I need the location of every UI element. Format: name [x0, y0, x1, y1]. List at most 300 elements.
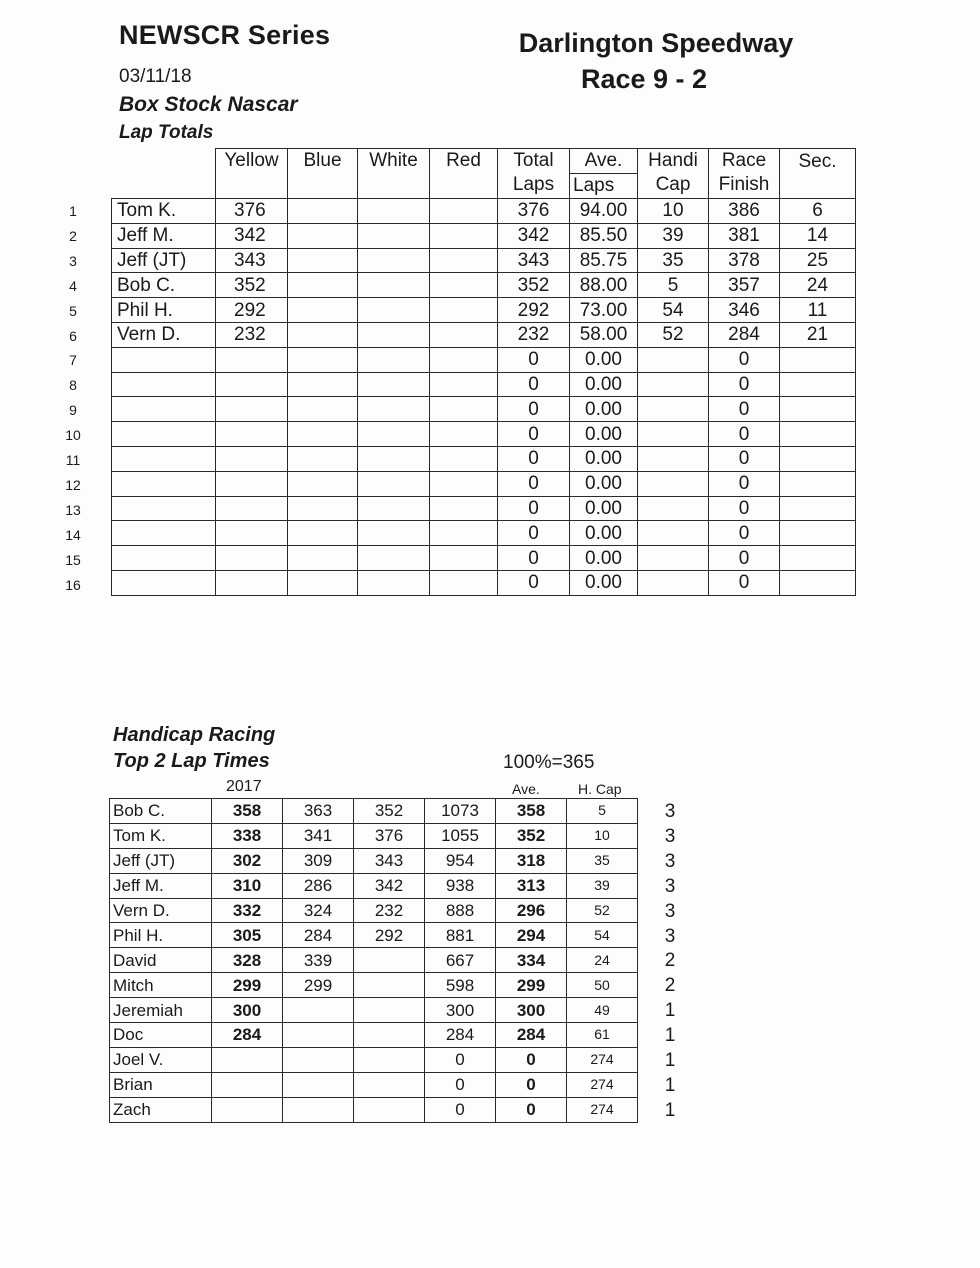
cell-name: Jeff M.: [112, 223, 216, 248]
row-number: 13: [65, 501, 81, 518]
cell-name: [112, 546, 216, 571]
hc-cell-name: Brian: [110, 1072, 212, 1097]
cell-white: [358, 199, 430, 224]
hc-cell-lap2: 343: [354, 848, 425, 873]
lap-row: [112, 521, 856, 546]
hc-cell-ave: 0: [496, 1072, 567, 1097]
cell-name: [112, 372, 216, 397]
header-blank: [112, 149, 216, 199]
col-header-line1: Sec.: [798, 151, 837, 172]
lap-totals-header: [112, 149, 856, 199]
hc-cell-name: Jeff M.: [110, 873, 212, 898]
cell-total: 0: [498, 372, 570, 397]
cell-name: [112, 570, 216, 595]
hc-cell-total: 881: [425, 923, 496, 948]
cell-finish: 0: [709, 347, 780, 372]
col-header-line2: Cap: [655, 174, 691, 195]
hc-cell-name: Doc: [110, 1023, 212, 1048]
hc-cell-lap1: 341: [283, 823, 354, 848]
cell-blue: [288, 223, 358, 248]
cell-sec: [780, 496, 856, 521]
cell-yellow: [216, 422, 288, 447]
cell-total: 0: [498, 570, 570, 595]
cell-ave: 85.75: [570, 248, 638, 273]
hc-cell-lap1: 339: [283, 948, 354, 973]
cell-blue: [288, 521, 358, 546]
hc-cell-hcap: 24: [567, 948, 638, 973]
col-header-7: [709, 149, 780, 199]
cell-ave: 88.00: [570, 273, 638, 298]
row-number: 10: [65, 427, 81, 444]
hc-cell-hcap: 274: [567, 1072, 638, 1097]
cell-name: Phil H.: [112, 298, 216, 323]
hc-cell-lap2: [354, 998, 425, 1023]
hc-cell-hcap: 35: [567, 848, 638, 873]
handicap-row: [110, 1072, 638, 1097]
cell-red: [430, 446, 498, 471]
col-header-line2: Laps: [570, 173, 637, 198]
col-header-6: [638, 149, 709, 199]
hc-cell-y2017: 299: [212, 973, 283, 998]
cell-finish: 0: [709, 397, 780, 422]
hc-cell-total: 598: [425, 973, 496, 998]
hc-cell-lap1: [283, 1047, 354, 1072]
col-header-line1: White: [369, 150, 418, 171]
cell-red: [430, 248, 498, 273]
cell-total: 292: [498, 298, 570, 323]
handicap-row: [110, 998, 638, 1023]
handicap-row: [110, 973, 638, 998]
hc-cell-total: 300: [425, 998, 496, 1023]
handicap-row: [110, 923, 638, 948]
cell-finish: 0: [709, 496, 780, 521]
cell-handicap: 35: [638, 248, 709, 273]
cell-sec: [780, 446, 856, 471]
hc-cell-ave: 313: [496, 873, 567, 898]
cell-white: [358, 322, 430, 347]
lap-row: [112, 397, 856, 422]
cell-ave: 0.00: [570, 496, 638, 521]
lap-row: [112, 570, 856, 595]
hc-cell-lap2: [354, 1023, 425, 1048]
entry-count: 3: [664, 925, 676, 947]
cell-finish: 0: [709, 570, 780, 595]
row-number: 11: [65, 452, 81, 468]
cell-white: [358, 347, 430, 372]
hc-cell-total: 284: [425, 1023, 496, 1048]
row-number: 7: [69, 352, 77, 369]
cell-ave: 0.00: [570, 521, 638, 546]
cell-white: [358, 422, 430, 447]
hc-cell-name: David: [110, 948, 212, 973]
hc-cell-hcap: 54: [567, 923, 638, 948]
cell-handicap: [638, 347, 709, 372]
hc-cell-y2017: 300: [212, 998, 283, 1023]
hc-cell-ave: 352: [496, 823, 567, 848]
entry-count: 3: [664, 900, 676, 922]
cell-handicap: [638, 471, 709, 496]
cell-ave: 0.00: [570, 347, 638, 372]
cell-ave: 58.00: [570, 322, 638, 347]
cell-yellow: 232: [216, 322, 288, 347]
cell-name: [112, 496, 216, 521]
col-header-line1: Total: [513, 150, 554, 171]
handicap-table: [109, 798, 638, 1123]
cell-white: [358, 521, 430, 546]
row-number: 2: [69, 227, 77, 244]
handicap-title: Handicap Racing: [113, 724, 276, 746]
cell-red: [430, 521, 498, 546]
cell-finish: 0: [709, 446, 780, 471]
cell-handicap: 10: [638, 199, 709, 224]
cell-blue: [288, 446, 358, 471]
cell-name: [112, 471, 216, 496]
hc-cell-name: Zach: [110, 1097, 212, 1122]
lap-row: [112, 248, 856, 273]
cell-red: [430, 471, 498, 496]
lap-row: [112, 223, 856, 248]
ave-header: Ave.: [512, 781, 540, 797]
col-header-line1: Race: [721, 150, 767, 171]
cell-yellow: 342: [216, 223, 288, 248]
hc-cell-hcap: 49: [567, 998, 638, 1023]
cell-finish: 0: [709, 471, 780, 496]
cell-red: [430, 546, 498, 571]
hc-cell-ave: 294: [496, 923, 567, 948]
cell-ave: 0.00: [570, 397, 638, 422]
hc-cell-lap1: 286: [283, 873, 354, 898]
hc-cell-y2017: 284: [212, 1023, 283, 1048]
hc-cell-hcap: 52: [567, 898, 638, 923]
cell-name: [112, 446, 216, 471]
cell-blue: [288, 422, 358, 447]
hc-cell-ave: 334: [496, 948, 567, 973]
cell-blue: [288, 298, 358, 323]
cell-total: 0: [498, 422, 570, 447]
row-number: 4: [69, 277, 77, 294]
handicap-subtitle: Top 2 Lap Times: [113, 750, 270, 772]
cell-blue: [288, 248, 358, 273]
entry-count: 1: [664, 1099, 676, 1121]
hc-cell-ave: 299: [496, 973, 567, 998]
handicap-row: [110, 873, 638, 898]
cell-red: [430, 372, 498, 397]
lap-row: [112, 273, 856, 298]
cell-white: [358, 471, 430, 496]
hc-cell-y2017: 338: [212, 823, 283, 848]
lap-row: [112, 471, 856, 496]
cell-yellow: [216, 347, 288, 372]
cell-white: [358, 446, 430, 471]
lap-row: [112, 446, 856, 471]
entry-count: 1: [664, 1074, 676, 1096]
col-header-line1: Handi: [648, 150, 698, 171]
hc-cell-lap1: [283, 1072, 354, 1097]
cell-total: 0: [498, 546, 570, 571]
cell-handicap: [638, 496, 709, 521]
cell-white: [358, 223, 430, 248]
col-header-0: [216, 149, 288, 199]
race-date: 03/11/18: [119, 66, 192, 87]
hc-cell-total: 0: [425, 1047, 496, 1072]
cell-yellow: [216, 471, 288, 496]
hc-cell-lap1: 324: [283, 898, 354, 923]
cell-finish: 284: [709, 322, 780, 347]
hc-cell-name: Joel V.: [110, 1047, 212, 1072]
cell-ave: 0.00: [570, 422, 638, 447]
row-number: 1: [69, 203, 77, 219]
col-header-2: [358, 149, 430, 199]
lap-row: [112, 372, 856, 397]
hc-cell-total: 938: [425, 873, 496, 898]
cell-ave: 94.00: [570, 199, 638, 224]
hc-cell-y2017: 305: [212, 923, 283, 948]
row-number: 8: [69, 377, 77, 394]
cell-sec: 11: [780, 298, 856, 323]
race-title: Race 9 - 2: [580, 64, 708, 94]
entry-count: 2: [664, 975, 676, 997]
col-header-line1: Ave.: [584, 150, 623, 171]
cell-white: [358, 372, 430, 397]
cell-total: 342: [498, 223, 570, 248]
cell-blue: [288, 496, 358, 521]
cell-name: [112, 422, 216, 447]
cell-sec: 25: [780, 248, 856, 273]
hc-cell-total: 888: [425, 898, 496, 923]
cell-yellow: 352: [216, 273, 288, 298]
hc-cell-name: Phil H.: [110, 923, 212, 948]
cell-handicap: [638, 546, 709, 571]
entry-count: 2: [664, 950, 676, 972]
hc-cell-ave: 296: [496, 898, 567, 923]
cell-red: [430, 223, 498, 248]
row-number: 16: [65, 576, 81, 593]
hc-cell-y2017: 358: [212, 799, 283, 824]
col-header-line1: Yellow: [224, 150, 279, 171]
handicap-row: [110, 799, 638, 824]
hc-cell-lap1: [283, 1023, 354, 1048]
entry-count: 1: [664, 1025, 676, 1047]
cell-finish: 386: [709, 199, 780, 224]
cell-sec: [780, 521, 856, 546]
hc-cell-lap2: 232: [354, 898, 425, 923]
cell-total: 0: [498, 446, 570, 471]
cell-finish: 357: [709, 273, 780, 298]
cell-sec: 24: [780, 273, 856, 298]
cell-blue: [288, 347, 358, 372]
lap-row: [112, 298, 856, 323]
handicap-row: [110, 848, 638, 873]
entry-count: 3: [664, 825, 676, 847]
handicap-row: [110, 898, 638, 923]
cell-ave: 0.00: [570, 570, 638, 595]
hc-cell-y2017: 332: [212, 898, 283, 923]
cell-blue: [288, 322, 358, 347]
cell-blue: [288, 273, 358, 298]
hc-cell-y2017: [212, 1047, 283, 1072]
cell-handicap: 39: [638, 223, 709, 248]
hc-cell-hcap: 5: [567, 799, 638, 824]
cell-handicap: 52: [638, 322, 709, 347]
cell-yellow: 343: [216, 248, 288, 273]
hc-cell-y2017: 302: [212, 848, 283, 873]
cell-name: Bob C.: [112, 273, 216, 298]
hc-cell-name: Mitch: [110, 973, 212, 998]
cell-blue: [288, 570, 358, 595]
entry-count: 1: [664, 1050, 676, 1071]
cell-handicap: [638, 446, 709, 471]
cell-finish: 346: [709, 298, 780, 323]
percent-note: 100%=365: [503, 752, 595, 773]
handicap-row: [110, 823, 638, 848]
hc-cell-lap2: [354, 948, 425, 973]
hc-cell-lap2: 342: [354, 873, 425, 898]
entry-count: 3: [664, 801, 676, 822]
hc-cell-name: Tom K.: [110, 823, 212, 848]
cell-ave: 0.00: [570, 546, 638, 571]
cell-total: 376: [498, 199, 570, 224]
class-title: Box Stock Nascar: [119, 93, 298, 116]
cell-yellow: [216, 496, 288, 521]
lap-row: [112, 546, 856, 571]
cell-total: 0: [498, 347, 570, 372]
hc-cell-ave: 284: [496, 1023, 567, 1048]
cell-white: [358, 248, 430, 273]
cell-red: [430, 199, 498, 224]
hc-cell-lap2: [354, 1072, 425, 1097]
cell-total: 232: [498, 322, 570, 347]
hc-cell-ave: 0: [496, 1097, 567, 1122]
cell-yellow: [216, 546, 288, 571]
hc-cell-total: 667: [425, 948, 496, 973]
cell-blue: [288, 199, 358, 224]
hc-cell-lap1: 284: [283, 923, 354, 948]
row-number: 9: [69, 402, 77, 419]
cell-total: 0: [498, 496, 570, 521]
entry-count: 1: [664, 1000, 676, 1022]
col-header-4: [498, 149, 570, 199]
cell-handicap: [638, 570, 709, 595]
cell-name: Tom K.: [112, 199, 216, 224]
cell-finish: 0: [709, 546, 780, 571]
cell-yellow: [216, 446, 288, 471]
cell-handicap: [638, 372, 709, 397]
hc-cell-name: Jeff (JT): [110, 848, 212, 873]
hc-cell-lap1: [283, 998, 354, 1023]
hc-cell-y2017: 328: [212, 948, 283, 973]
col-header-line2: Finish: [718, 174, 770, 195]
cell-yellow: 376: [216, 199, 288, 224]
row-number: 14: [65, 526, 81, 543]
cell-yellow: [216, 397, 288, 422]
hc-cell-name: Jeremiah: [110, 998, 212, 1023]
col-header-line1: Red: [446, 150, 481, 171]
cell-total: 0: [498, 521, 570, 546]
col-header-3: [430, 149, 498, 199]
lap-row: [112, 199, 856, 224]
hc-cell-lap2: 352: [354, 799, 425, 824]
entry-count: 3: [664, 850, 676, 872]
cell-finish: 0: [709, 422, 780, 447]
cell-red: [430, 298, 498, 323]
hc-cell-hcap: 61: [567, 1023, 638, 1048]
lap-totals-table: [111, 148, 856, 596]
hc-cell-lap2: 376: [354, 823, 425, 848]
hc-cell-y2017: 310: [212, 873, 283, 898]
handicap-row: [110, 1023, 638, 1048]
cell-yellow: [216, 521, 288, 546]
cell-name: Vern D.: [112, 322, 216, 347]
col-header-1: [288, 149, 358, 199]
cell-red: [430, 347, 498, 372]
cell-blue: [288, 372, 358, 397]
cell-yellow: [216, 570, 288, 595]
lap-row: [112, 322, 856, 347]
hc-cell-lap1: 299: [283, 973, 354, 998]
cell-ave: 0.00: [570, 471, 638, 496]
cell-handicap: [638, 397, 709, 422]
hc-cell-total: 0: [425, 1072, 496, 1097]
section-title: Lap Totals: [119, 122, 214, 143]
cell-sec: 6: [780, 199, 856, 224]
cell-name: Jeff (JT): [112, 248, 216, 273]
cell-ave: 0.00: [570, 446, 638, 471]
cell-yellow: 292: [216, 298, 288, 323]
cell-finish: 0: [709, 372, 780, 397]
hc-cell-ave: 358: [496, 799, 567, 824]
cell-name: [112, 521, 216, 546]
cell-white: [358, 273, 430, 298]
cell-sec: [780, 422, 856, 447]
cell-blue: [288, 471, 358, 496]
cell-name: [112, 347, 216, 372]
cell-sec: [780, 546, 856, 571]
cell-total: 343: [498, 248, 570, 273]
hc-cell-name: Bob C.: [110, 799, 212, 824]
cell-red: [430, 570, 498, 595]
cell-blue: [288, 397, 358, 422]
cell-handicap: [638, 422, 709, 447]
hc-cell-total: 1073: [425, 799, 496, 824]
cell-finish: 378: [709, 248, 780, 273]
lap-row: [112, 496, 856, 521]
row-number: 6: [69, 327, 77, 344]
cell-total: 0: [498, 471, 570, 496]
cell-white: [358, 546, 430, 571]
hc-cell-ave: 318: [496, 848, 567, 873]
hc-cell-total: 954: [425, 848, 496, 873]
cell-total: 0: [498, 397, 570, 422]
hc-cell-hcap: 10: [567, 823, 638, 848]
cell-handicap: 5: [638, 273, 709, 298]
cell-sec: 14: [780, 223, 856, 248]
cell-handicap: [638, 521, 709, 546]
cell-ave: 85.50: [570, 223, 638, 248]
cell-ave: 0.00: [570, 372, 638, 397]
cell-name: [112, 397, 216, 422]
cell-yellow: [216, 372, 288, 397]
hc-cell-ave: 0: [496, 1047, 567, 1072]
row-number: 5: [69, 302, 77, 319]
cell-sec: [780, 471, 856, 496]
hc-cell-lap2: [354, 973, 425, 998]
row-number: 12: [65, 476, 81, 493]
cell-red: [430, 422, 498, 447]
hc-cell-total: 1055: [425, 823, 496, 848]
entry-count: 3: [664, 875, 676, 897]
cell-sec: [780, 347, 856, 372]
hc-cell-total: 0: [425, 1097, 496, 1122]
